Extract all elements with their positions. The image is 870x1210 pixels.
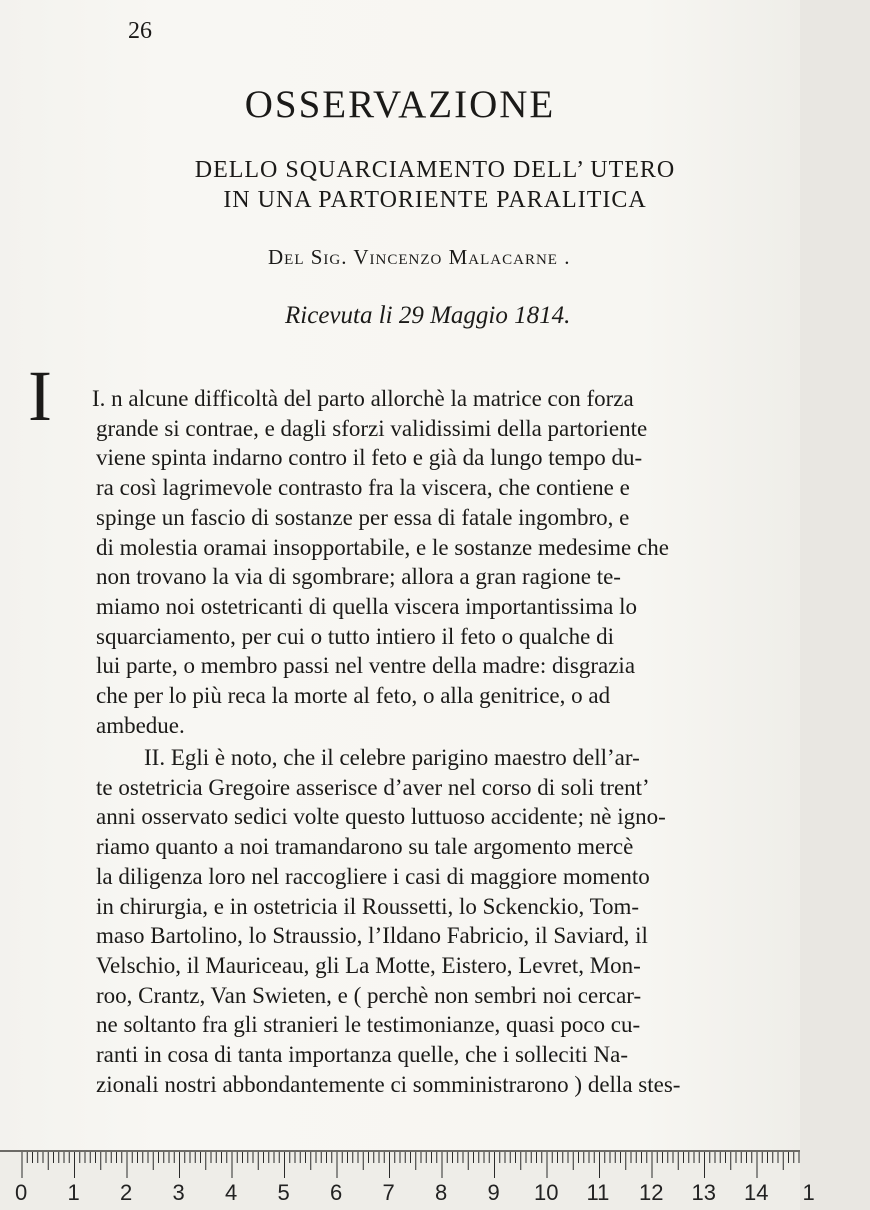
ruler-number: 6 (330, 1180, 343, 1205)
ruler-number: 4 (225, 1180, 238, 1205)
subtitle-line-2: IN UNA PARTORIENTE PARALITICA (223, 187, 647, 213)
received-date: Ricevuta li 29 Maggio 1814. (285, 302, 571, 329)
text-line: in chirurgia, e in ostetricia il Roussetti, lo Sckenckio, Tom- (96, 893, 640, 919)
text-line: Velschio, il Mauriceau, gli La Motte, Eistero, Levret, Mon- (96, 952, 641, 978)
ruler-number: 12 (639, 1180, 664, 1205)
text-line: spinge un fascio di sostanze per essa di fatale ingombro, e (96, 504, 630, 530)
text-line: zionali nostri abbondantemente ci somministrarono ) della stes- (96, 1071, 681, 1097)
text-line: ranti in cosa di tanta importanza quelle, che i solleciti Na- (96, 1042, 628, 1067)
ruler-ticks (0, 1152, 800, 1182)
text-line: grande si contrae, e dagli sforzi validissimi della partoriente (96, 415, 648, 441)
drop-cap: I (28, 356, 52, 436)
text-line: I. n alcune difficoltà del parto allorchè la matrice con forza (92, 386, 634, 411)
text-line: miamo noi ostetricanti di quella viscera importantissima lo (96, 593, 638, 619)
measuring-ruler (0, 1150, 815, 1210)
text-line: roo, Crantz, Van Swieten, e ( perchè non sembri noi cercar- (96, 982, 642, 1008)
article-title: OSSERVAZIONE (244, 83, 556, 126)
text-line: che per lo più reca la morte al feto, o alla genitrice, o ad (96, 683, 611, 708)
text-line: anni osservato sedici volte questo luttuoso accidente; nè igno- (96, 804, 666, 830)
text-line: ra così lagrimevole contrasto fra la viscera, che contiene e (96, 475, 630, 501)
ruler-number: 3 (172, 1180, 185, 1205)
ruler-number: 0 (15, 1180, 28, 1205)
text-line: non trovano la via di sgombrare; allora a gran ragione te- (96, 564, 621, 590)
text-line: ambedue. (96, 712, 185, 738)
ruler-number: 14 (744, 1180, 769, 1205)
page-number: 26 (128, 18, 152, 44)
ruler-number: 2 (120, 1180, 133, 1205)
text-line: riamo quanto a noi tramandarono su tale argomento mercè (96, 834, 634, 860)
ruler-number: 10 (534, 1180, 559, 1205)
text-line: maso Bartolino, lo Straussio, l’Ildano Fabricio, il Saviard, il (96, 923, 648, 949)
text-line: lui parte, o membro passi nel ventre della madre: disgrazia (96, 653, 636, 679)
text-line: di molestia oramai insopportabile, e le sostanze medesime che (96, 534, 669, 560)
ruler-number: 7 (382, 1180, 395, 1205)
ruler-number: 1 (802, 1180, 815, 1205)
text-line: la diligenza loro nel raccogliere i casi di maggiore momento (96, 863, 650, 889)
ruler-number: 11 (586, 1180, 610, 1205)
subtitle-line-1: DELLO SQUARCIAMENTO DELL’ UTERO (194, 157, 676, 183)
ruler-number: 1 (67, 1180, 80, 1205)
text-line: viene spinta indarno contro il feto e già da lungo tempo du- (96, 445, 643, 471)
ruler-number: 9 (487, 1180, 500, 1205)
ruler-number: 8 (435, 1180, 448, 1205)
text-line: te ostetricia Gregoire asserisce d’aver nel corso di soli trent’ (96, 774, 650, 800)
text-line: squarciamento, per cui o tutto intiero il feto o qualche di (96, 623, 614, 649)
ruler-number: 13 (691, 1180, 716, 1205)
text-line: ne soltanto fra gli stranieri le testimonianze, quasi poco cu- (96, 1012, 641, 1038)
text-line: II. Egli è noto, che il celebre parigino maestro dell’ar- (144, 745, 640, 770)
ruler-number: 5 (277, 1180, 290, 1205)
author-line: Del Sig. Vincenzo Malacarne . (268, 245, 571, 269)
